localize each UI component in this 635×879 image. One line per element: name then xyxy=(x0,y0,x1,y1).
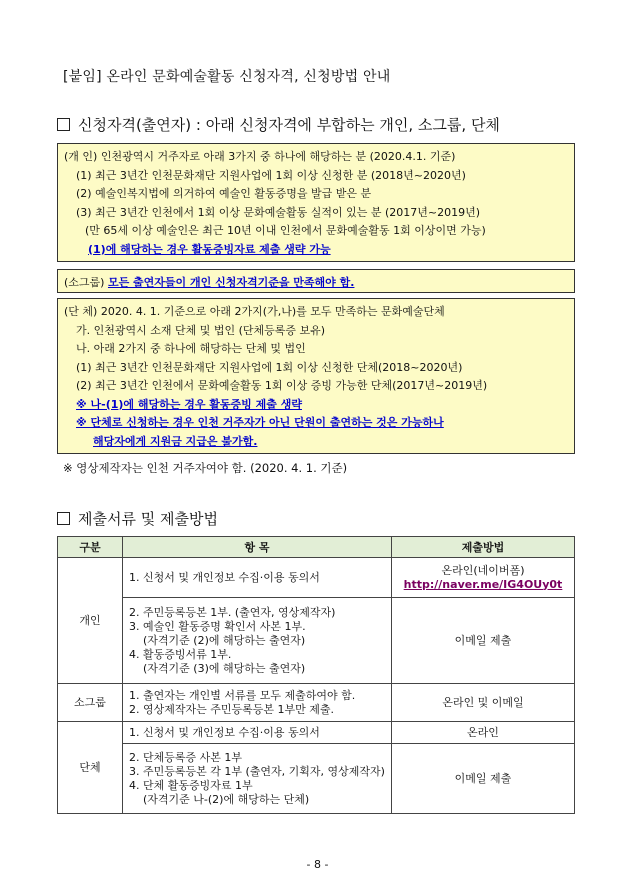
item-line: 3. 주민등록등본 각 1부 (출연자, 기획자, 영상제작자) xyxy=(129,764,385,778)
method-cell: 온라인 xyxy=(392,722,575,744)
individual-intro: (개 인) 인천광역시 거주자로 아래 3가지 중 하나에 해당하는 분 (2020.4.1. 기준) xyxy=(64,150,456,163)
individual-criterion-1: (1) 최근 3년간 인천문화재단 지원사업에 1회 이상 신청한 분 (2018년~2020년) xyxy=(76,168,466,182)
organization-exemption-note: ※ 나-(1)에 해당하는 경우 활동증빙 제출 생략 xyxy=(76,397,302,411)
category-organization: 단체 xyxy=(58,722,123,814)
method-cell xyxy=(392,558,575,598)
category-individual: 개인 xyxy=(58,558,123,684)
item-line: 4. 활동증빙서류 1부. xyxy=(129,647,232,661)
organization-intro: (단 체) 2020. 4. 1. 기준으로 아래 2가지(가,나)를 모두 만족하는 문화예술단체 xyxy=(64,305,445,318)
header-method: 제출방법 xyxy=(392,537,575,558)
items-cell xyxy=(123,684,392,722)
page-title: [붙임] 온라인 문화예술활동 신청자격, 신청방법 안내 xyxy=(63,69,391,85)
table-header-row xyxy=(58,537,575,558)
header-items: 항 목 xyxy=(123,537,392,558)
method-cell: 이메일 제출 xyxy=(392,744,575,814)
method-cell: 이메일 제출 xyxy=(392,598,575,684)
checkbox-icon xyxy=(57,118,70,131)
individual-eligibility-box xyxy=(57,143,575,262)
individual-criterion-3: (3) 최근 3년간 인천에서 1회 이상 문화예술활동 실적이 있는 분 (2017년~2019년) xyxy=(76,205,480,219)
section-heading-documents xyxy=(57,508,218,529)
small-group-label: (소그룹) xyxy=(64,276,105,289)
item-line: (자격기준 (2)에 해당하는 출연자) xyxy=(143,633,306,647)
table-row xyxy=(58,598,575,684)
organization-residency-note: ※ 단체로 신청하는 경우 인천 거주자가 아닌 단원이 출연하는 것은 가능하나 xyxy=(76,416,444,429)
table-row xyxy=(58,744,575,814)
documents-heading-text: 제출서류 및 제출방법 xyxy=(78,510,218,528)
small-group-eligibility-box xyxy=(57,269,575,293)
table-row xyxy=(58,558,575,598)
item-line: 2. 주민등록등본 1부. (출연자, 영상제작자) xyxy=(129,605,336,619)
items-cell xyxy=(123,598,392,684)
eligibility-heading-text: 신청자격(출연자) : 아래 신청자격에 부합하는 개인, 소그룹, 단체 xyxy=(78,116,500,134)
organization-criterion-b: 나. 아래 2가지 중 하나에 해당하는 단체 및 법인 xyxy=(76,342,306,355)
organization-eligibility-box xyxy=(57,298,575,454)
individual-exemption-note: (1)에 해당하는 경우 활동증빙자료 제출 생략 가능 xyxy=(88,242,331,256)
naver-form-link[interactable]: http://naver.me/IG4OUy0t xyxy=(403,577,563,591)
item-line: 4. 단체 활동증빙자료 1부 xyxy=(129,778,253,792)
organization-criterion-b2: (2) 최근 3년간 인천에서 문화예술활동 1회 이상 증빙 가능한 단체(2017년~2019년) xyxy=(76,379,488,392)
items-cell xyxy=(123,744,392,814)
items-cell xyxy=(123,558,392,598)
method-online-form: 온라인(네이버폼) xyxy=(441,563,525,577)
item-line: (자격기준 나-(2)에 해당하는 단체) xyxy=(143,792,310,806)
submission-table xyxy=(57,536,575,814)
item-line: 1. 신청서 및 개인정보 수집·이용 동의서 xyxy=(129,725,320,739)
organization-criterion-b1: (1) 최근 3년간 인천문화재단 지원사업에 1회 이상 신청한 단체(2018~2020년) xyxy=(76,360,463,374)
organization-payment-note: 해당자에게 지원금 지급은 불가함. xyxy=(93,434,258,448)
item-line: (자격기준 (3)에 해당하는 출연자) xyxy=(143,661,306,675)
header-category: 구분 xyxy=(58,537,123,558)
item-line: 1. 신청서 및 개인정보 수집·이용 동의서 xyxy=(129,570,320,584)
small-group-requirement: 모든 출연자들이 개인 신청자격기준을 만족해야 함. xyxy=(107,276,355,289)
organization-criterion-a: 가. 인천광역시 소재 단체 및 법인 (단체등록증 보유) xyxy=(76,323,326,337)
video-producer-note: ※ 영상제작자는 인천 거주자여야 함. (2020. 4. 1. 기준) xyxy=(63,461,348,475)
individual-senior-note: (만 65세 이상 예술인은 최근 10년 이내 인천에서 문화예술활동 1회 이상이면 가능) xyxy=(85,224,486,237)
category-small-group: 소그룹 xyxy=(58,684,123,722)
checkbox-icon xyxy=(57,512,70,525)
items-cell xyxy=(123,722,392,744)
method-cell: 온라인 및 이메일 xyxy=(392,684,575,722)
individual-criterion-2: (2) 예술인복지법에 의거하여 예술인 활동증명을 발급 받은 분 xyxy=(76,187,372,200)
section-heading-eligibility xyxy=(57,114,500,135)
item-line: 1. 출연자는 개인별 서류를 모두 제출하여야 함. xyxy=(129,688,356,702)
item-line: 3. 예술인 활동증명 확인서 사본 1부. xyxy=(129,619,306,633)
item-line: 2. 단체등록증 사본 1부 xyxy=(129,750,242,764)
table-row xyxy=(58,722,575,744)
page-number: - 8 - xyxy=(306,858,329,871)
item-line: 2. 영상제작자는 주민등록등본 1부만 제출. xyxy=(129,702,334,716)
table-row xyxy=(58,684,575,722)
